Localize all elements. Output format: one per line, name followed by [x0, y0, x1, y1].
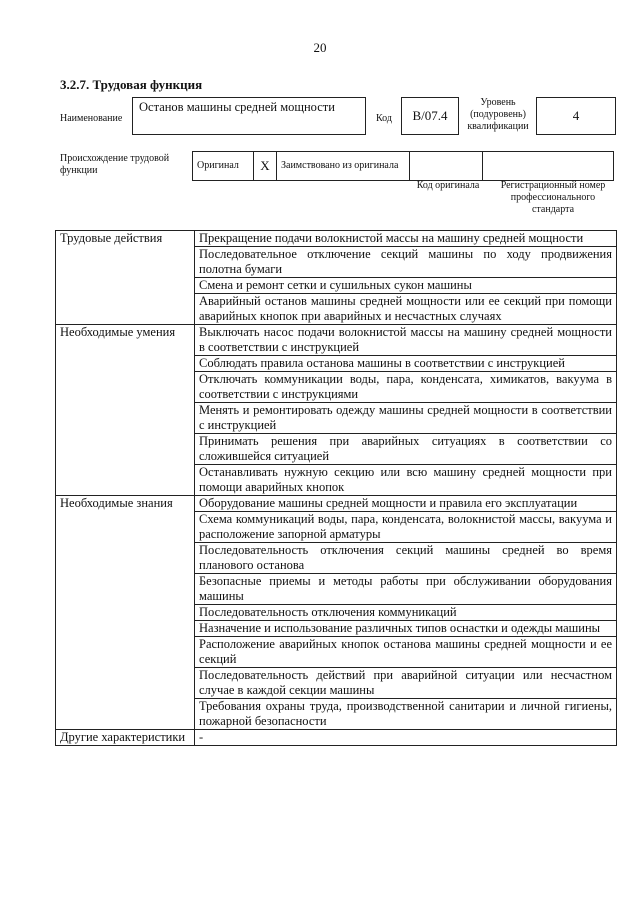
page-number: 20	[313, 40, 327, 55]
section-item: -	[195, 730, 617, 746]
section-category: Необходимые умения	[56, 325, 195, 496]
table-row	[56, 325, 617, 356]
section-item: Требования охраны труда, производственной санитарии и личной гигиены, пожарной безопасности	[195, 699, 617, 730]
level-value: 4	[536, 97, 616, 135]
section-category: Трудовые действия	[56, 231, 195, 325]
section-item: Назначение и использование различных типов оснастки и одежды машины	[195, 621, 617, 637]
section-item: Схема коммуникаций воды, пара, конденсата, волокнистой массы, вакуума и расположение запорной арматуры	[195, 512, 617, 543]
table-row	[56, 496, 617, 512]
section-item: Выключать насос подачи волокнистой массы на машину средней мощности в соответствии с инструкцией	[195, 325, 617, 356]
section-item: Последовательность отключения коммуникаций	[195, 605, 617, 621]
main-table	[55, 230, 617, 746]
code-label: Код	[376, 113, 392, 124]
level-label: Уровень (подуровень) квалификации	[467, 97, 529, 132]
section-title: 3.2.7. Трудовая функция	[60, 77, 203, 92]
section-item: Останавливать нужную секцию или всю машину средней мощности при помощи аварийных кнопок	[195, 465, 617, 496]
reg-number-cell	[483, 152, 614, 181]
section-item: Последовательное отключение секций машины по ходу продвижения полотна бумаги	[195, 247, 617, 278]
origin-label: Происхождение трудовой функции	[60, 153, 170, 176]
section-item: Аварийный останов машины средней мощности или ее секций при помощи аварийных кнопок при аварийных и несчастных случаях	[195, 294, 617, 325]
original-mark: X	[254, 152, 277, 181]
borrowed-label: Заимствовано из оригинала	[277, 152, 410, 181]
code-value: В/07.4	[401, 97, 459, 135]
reg-number-label: Регистрационный номер профессионального стандарта	[500, 180, 606, 215]
section-item: Принимать решения при аварийных ситуациях в соответствии со сложившейся ситуацией	[195, 434, 617, 465]
name-label: Наименование	[60, 113, 123, 124]
code-original-label: Код оригинала	[416, 180, 480, 191]
section-item: Оборудование машины средней мощности и правила его эксплуатации	[195, 496, 617, 512]
code-original-cell	[410, 152, 483, 181]
section-item: Последовательность отключения секций машины средней во время планового останова	[195, 543, 617, 574]
section-item: Менять и ремонтировать одежду машины средней мощности в соответствии с инструкцией	[195, 403, 617, 434]
section-item: Соблюдать правила останова машины в соответствии с инструкцией	[195, 356, 617, 372]
section-item: Последовательность действий при аварийной ситуации или несчастном случае в каждой секции машины	[195, 668, 617, 699]
table-row	[56, 231, 617, 247]
section-item: Безопасные приемы и методы работы при обслуживании оборудования машины	[195, 574, 617, 605]
table-row	[56, 730, 617, 746]
original-label: Оригинал	[193, 152, 254, 181]
section-category: Другие характеристики	[56, 730, 195, 746]
origin-table	[192, 151, 614, 181]
section-item: Прекращение подачи волокнистой массы на машину средней мощности	[195, 231, 617, 247]
name-value: Останов машины средней мощности	[132, 97, 366, 135]
section-item: Отключать коммуникации воды, пара, конденсата, химикатов, вакуума в соответствии с инструкциями	[195, 372, 617, 403]
section-item: Смена и ремонт сетки и сушильных сукон машины	[195, 278, 617, 294]
section-category: Необходимые знания	[56, 496, 195, 730]
section-item: Расположение аварийных кнопок останова машины средней мощности и ее секций	[195, 637, 617, 668]
